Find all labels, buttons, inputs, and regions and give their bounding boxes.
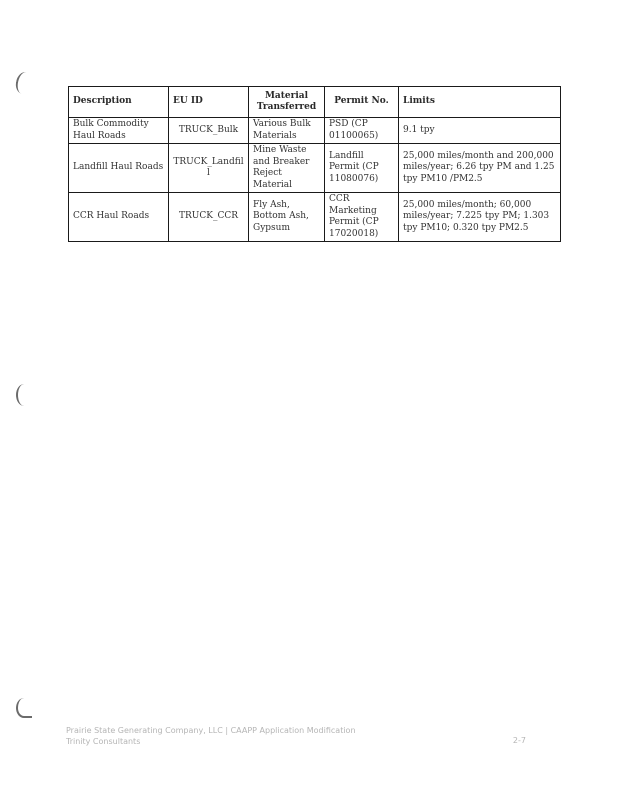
cell-material: Mine Waste and Breaker Reject Material [249, 144, 325, 193]
header-permit-no: Permit No. [325, 87, 399, 118]
cell-limits: 9.1 tpy [399, 118, 561, 144]
cell-permit: PSD (CP 01100065) [325, 118, 399, 144]
cell-limits: 25,000 miles/month and 200,000 miles/year; 6.26 tpy PM and 1.25 tpy PM10 /PM2.5 [399, 144, 561, 193]
cell-description: CCR Haul Roads [69, 193, 169, 242]
header-limits: Limits [399, 87, 561, 118]
binder-hole-mark [16, 698, 32, 718]
table-header-row [69, 87, 561, 118]
binder-hole-mark [16, 384, 32, 406]
cell-eu-id: TRUCK_CCR [169, 193, 249, 242]
footer-consultant-line: Trinity Consultants [66, 737, 141, 746]
table-row [69, 118, 561, 144]
page-number: 2-7 [512, 736, 526, 745]
page-footer [66, 725, 536, 747]
footer-company-line: Prairie State Generating Company, LLC | CAAPP Application Modification [66, 726, 356, 735]
header-description: Description [69, 87, 169, 118]
cell-permit: CCR Marketing Permit (CP 17020018) [325, 193, 399, 242]
haul-roads-table [68, 86, 561, 242]
binder-hole-mark [14, 71, 34, 96]
haul-roads-table-container [68, 86, 560, 242]
cell-eu-id: TRUCK_Landfill [169, 144, 249, 193]
cell-material: Various Bulk Materials [249, 118, 325, 144]
cell-description: Bulk Commodity Haul Roads [69, 118, 169, 144]
table-row [69, 144, 561, 193]
cell-permit: Landfill Permit (CP 11080076) [325, 144, 399, 193]
cell-description: Landfill Haul Roads [69, 144, 169, 193]
table-row [69, 193, 561, 242]
header-material-transferred: Material Transferred [249, 87, 325, 118]
header-eu-id: EU ID [169, 87, 249, 118]
cell-limits: 25,000 miles/month; 60,000 miles/year; 7.225 tpy PM; 1.303 tpy PM10; 0.320 tpy PM2.5 [399, 193, 561, 242]
cell-eu-id: TRUCK_Bulk [169, 118, 249, 144]
cell-material: Fly Ash, Bottom Ash, Gypsum [249, 193, 325, 242]
